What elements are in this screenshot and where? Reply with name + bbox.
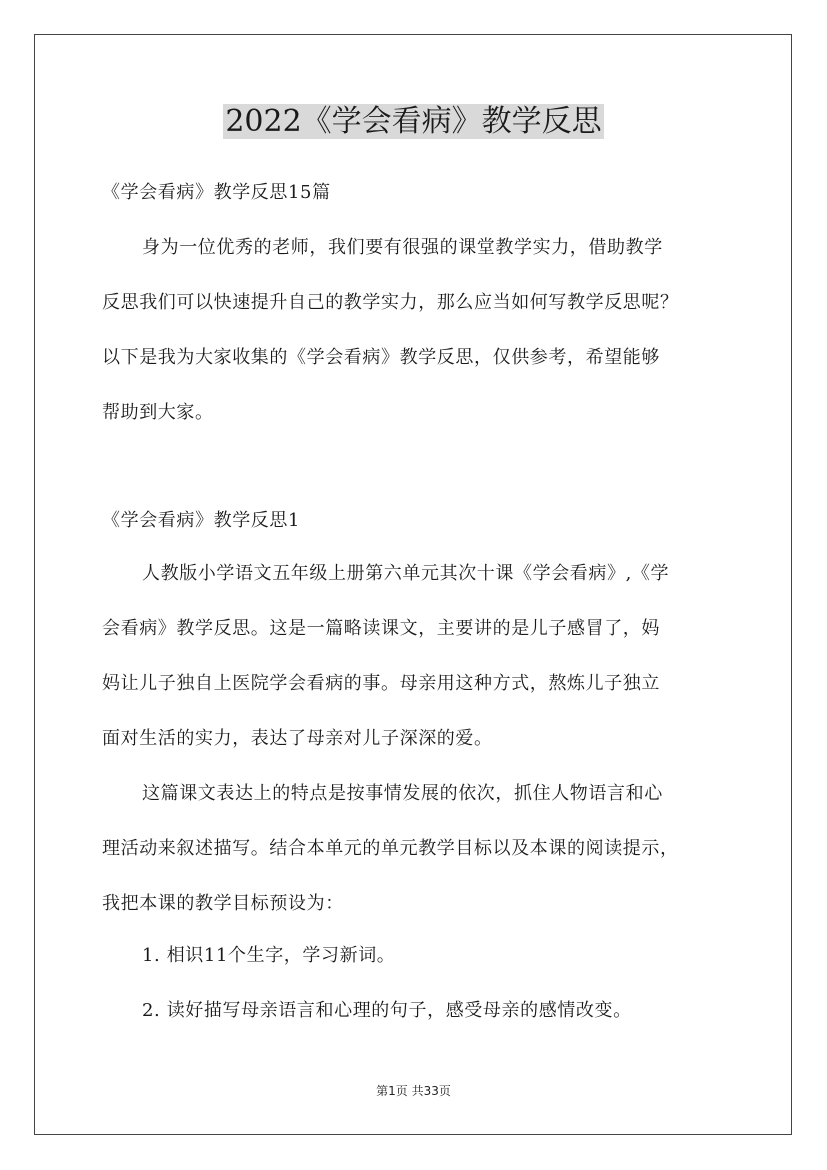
subtitle: 《学会看病》教学反思15篇 <box>102 182 331 203</box>
para1-line-2: 会看病》教学反思。这是一篇略读课文，主要讲的是儿子感冒了，妈 <box>102 618 660 639</box>
para1-line-1: 人教版小学语文五年级上册第六单元其次十课《学会看病》,《学 <box>142 563 670 584</box>
para2-line-1: 这篇课文表达上的特点是按事情发展的依次，抓住人物语言和心 <box>142 783 663 804</box>
para2-line-2: 理活动来叙述描写。结合本单元的单元教学目标以及本课的阅读提示， <box>102 838 679 859</box>
document-title-text: 2022《学会看病》教学反思 <box>225 104 602 139</box>
goal-item-2: 2. 读好描写母亲语言和心理的句子，感受母亲的感情改变。 <box>142 1000 632 1021</box>
page-number-footer: 第1页 共33页 <box>376 1084 451 1098</box>
intro-line-3: 以下是我为大家收集的《学会看病》教学反思，仅供参考，希望能够 <box>102 347 660 368</box>
para2-line-3: 我把本课的教学目标预设为： <box>102 893 344 914</box>
section-heading: 《学会看病》教学反思1 <box>102 510 301 531</box>
goal-item-1: 1. 相识11个生字，学习新词。 <box>142 945 396 966</box>
intro-line-4: 帮助到大家。 <box>102 402 214 423</box>
para1-line-3: 妈让儿子独自上医院学会看病的事。母亲用这种方式，熬炼儿子独立 <box>102 673 660 694</box>
intro-line-2: 反思我们可以快速提升自己的教学实力，那么应当如何写教学反思呢？ <box>102 292 679 313</box>
para1-line-4: 面对生活的实力，表达了母亲对儿子深深的爱。 <box>102 728 493 749</box>
intro-line-1: 身为一位优秀的老师，我们要有很强的课堂教学实力，借助教学 <box>142 237 663 258</box>
document-title <box>0 100 827 144</box>
